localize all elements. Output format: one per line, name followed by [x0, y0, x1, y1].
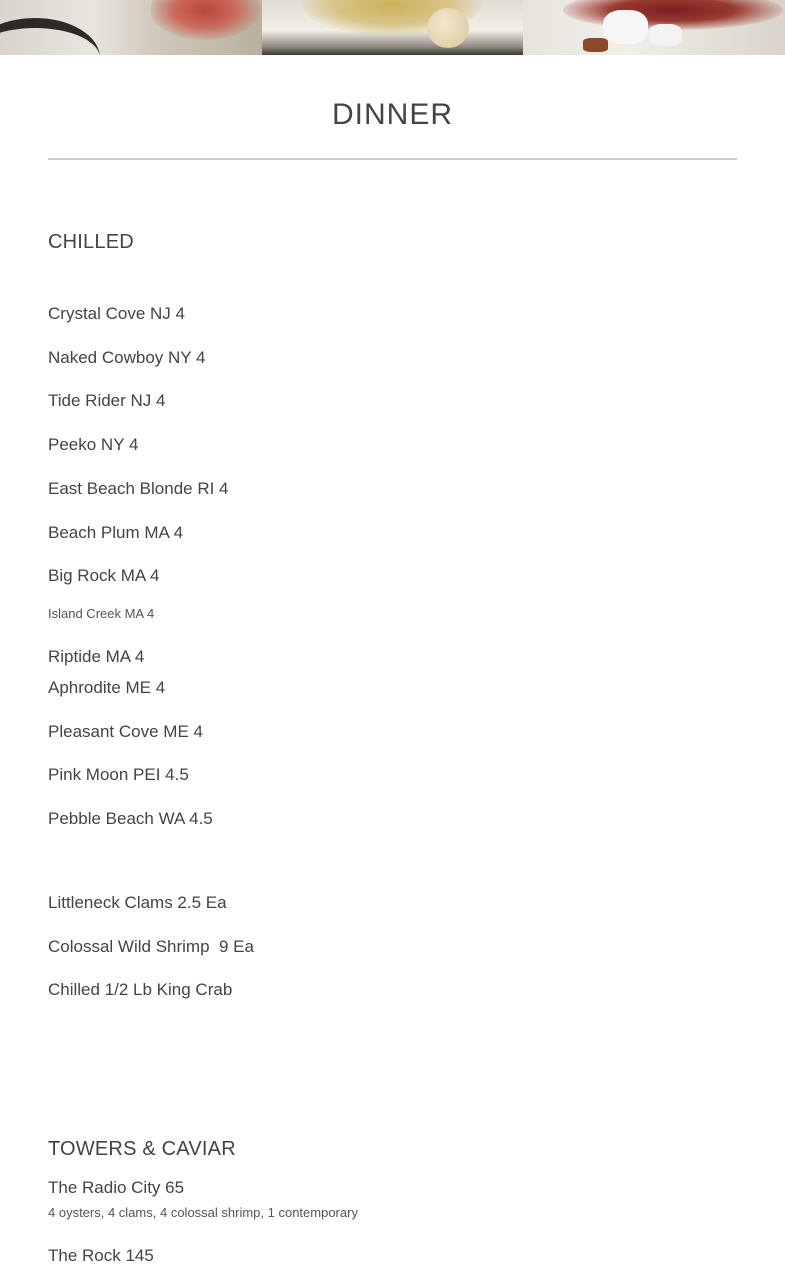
plated-seafood-photo: [0, 0, 262, 55]
menu-item: Littleneck Clams 2.5 Ea: [48, 893, 227, 912]
title-divider: [48, 158, 737, 160]
fish-dish-photo: [523, 0, 785, 55]
menu-item: Crystal Cove NJ 4: [48, 304, 185, 323]
menu-item: The Radio City 65: [48, 1178, 185, 1197]
menu-item: Aphrodite ME 4: [48, 678, 166, 697]
menu-item: Peeko NY 4: [48, 435, 139, 454]
menu-item-description: 4 oysters, 4 clams, 4 colossal shrimp, 1 contemporary: [48, 1205, 358, 1220]
menu-item: Tide Rider NJ 4: [48, 391, 166, 410]
menu-item: Riptide MA 4: [48, 647, 145, 666]
menu-item: Pleasant Cove ME 4: [48, 722, 203, 741]
menu-item: Beach Plum MA 4: [48, 523, 184, 542]
menu-item: Chilled 1/2 Lb King Crab: [48, 980, 233, 999]
menu-item: Island Creek MA 4: [48, 606, 155, 621]
menu-item: Naked Cowboy NY 4: [48, 348, 206, 367]
section-heading-chilled: CHILLED: [48, 231, 134, 253]
menu-item: Pebble Beach WA 4.5: [48, 809, 213, 828]
menu-item: Pink Moon PEI 4.5: [48, 765, 189, 784]
section-heading-towers-caviar: TOWERS & CAVIAR: [48, 1138, 236, 1160]
page-title: DINNER: [331, 98, 453, 131]
menu-item: East Beach Blonde RI 4: [48, 479, 229, 498]
menu-item: Colossal Wild Shrimp 9 Ea: [48, 937, 254, 956]
hero-photo-strip: [0, 0, 785, 55]
pasta-dish-photo: [262, 0, 523, 55]
menu-item: Big Rock MA 4: [48, 566, 160, 585]
menu-item: The Rock 145: [48, 1246, 154, 1265]
